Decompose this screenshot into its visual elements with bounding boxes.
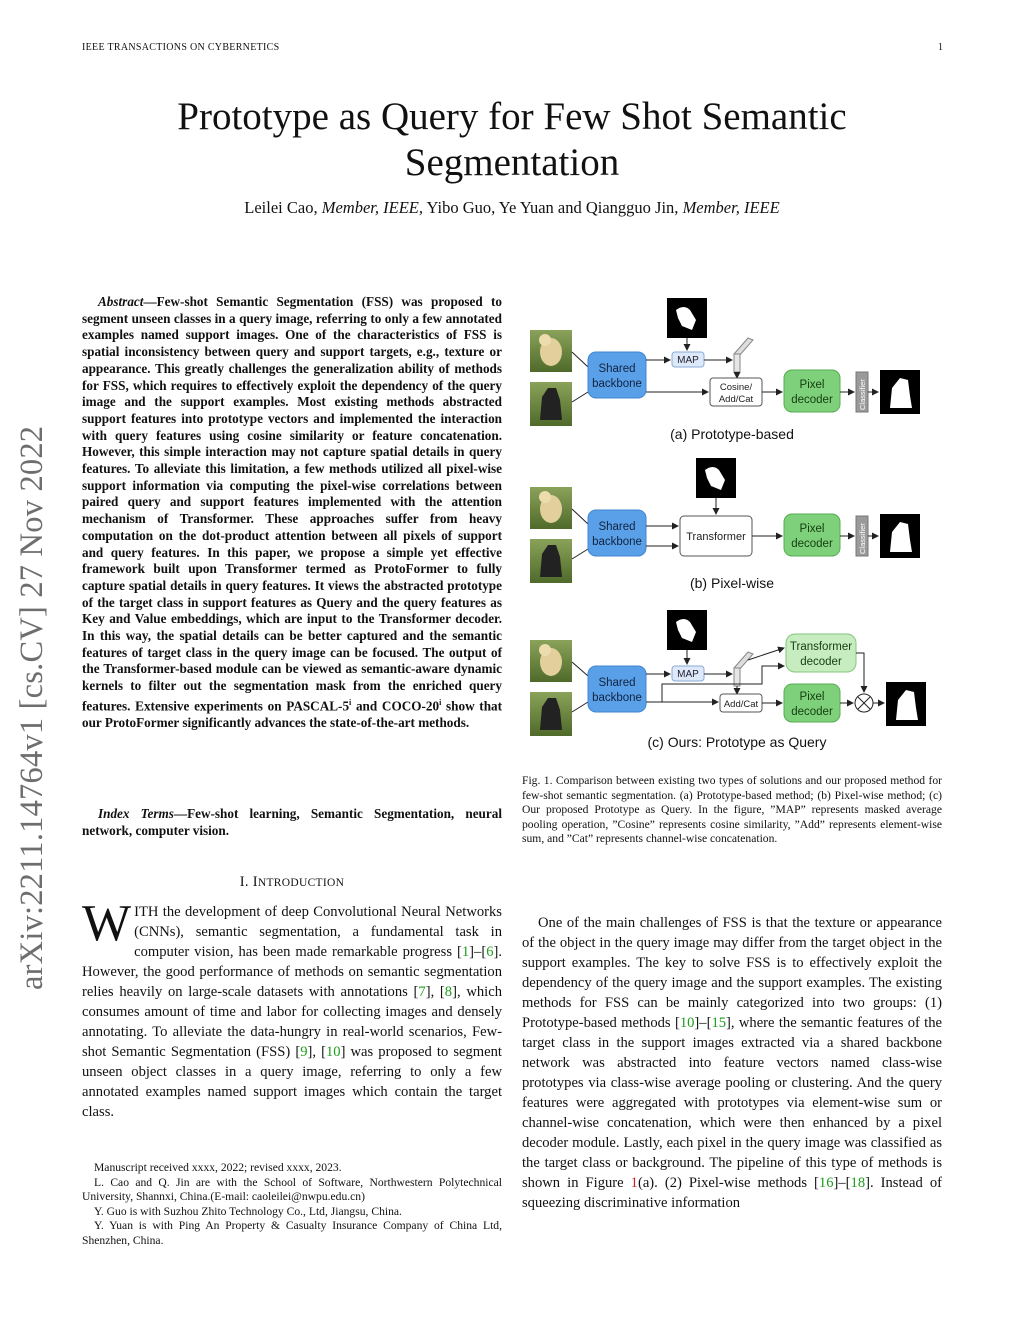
intro-text: ] was proposed to segment unseen object classes in a query image, referring to only a few annotated examples named support images which contain the target class.: [82, 1044, 502, 1120]
map-label: MAP: [677, 669, 699, 680]
footnotes: [82, 1161, 502, 1249]
prototype-vector: [734, 668, 740, 686]
author-list: [0, 198, 1024, 218]
citation-link[interactable]: 6: [486, 944, 494, 960]
citation-link[interactable]: 18: [850, 1175, 866, 1191]
block-label: Shared: [598, 521, 636, 533]
index-terms-label: Index Terms: [98, 806, 174, 821]
classifier-label: Classifier: [858, 523, 867, 554]
citation-sep: ]–[: [694, 1015, 712, 1031]
section-heading: [82, 874, 502, 891]
abstract-mid: and COCO-: [351, 698, 426, 714]
index-terms: [82, 806, 502, 839]
abstract: [82, 294, 502, 732]
running-header: IEEE TRANSACTIONS ON CYBERNETICS: [82, 42, 280, 53]
coco-sup: i: [439, 697, 442, 707]
arxiv-identifier: arXiv:2211.14764v1 [cs.CV] 27 Nov 2022: [14, 425, 50, 990]
section-first-letter: I: [252, 874, 258, 890]
author-2: Yibo Guo, Ye Yuan and Qiangguo Jin,: [426, 198, 679, 217]
subcaption-b: (b) Pixel-wise: [689, 575, 775, 591]
coco-num: 20: [425, 698, 440, 714]
subcaption-a: (a) Prototype-based: [670, 426, 794, 442]
figure-caption: [522, 774, 942, 847]
addcat-label: Add/Cat: [718, 394, 754, 405]
caption-text: Comparison between existing two types of solutions and our proposed method for few-shot semantic segmentation. (a) Prototype-based method; (b) Pixel-wise method; (c) Our proposed Prototype as Query. In the figure, ”MAP” represents masked average pooling operation, ”Cosine” represents cosine similarity, ”Add” represents element-wise sum, and ”Cat” represents channel-wise concatenation.: [522, 774, 942, 846]
panel-c: [530, 610, 926, 750]
block-label: decoder: [791, 538, 833, 550]
shared-backbone-block: [588, 352, 646, 398]
citation-sep: ], [: [307, 1044, 326, 1060]
citation-link[interactable]: 7: [418, 984, 426, 1000]
transformer-label: Transformer: [686, 531, 746, 543]
arrow: [856, 653, 864, 692]
citation-sep: ]–[: [469, 944, 487, 960]
pascal-sup: i: [349, 697, 352, 707]
block-label: backbone: [592, 692, 642, 704]
shared-backbone-block: [588, 510, 646, 556]
citation-link[interactable]: 10: [679, 1015, 695, 1031]
section-numeral: I.: [239, 874, 253, 890]
block-label: backbone: [592, 536, 642, 548]
block-label: Transformer: [789, 641, 853, 653]
member-2: Member, IEEE: [682, 198, 780, 217]
panel-a: [530, 298, 920, 442]
footnote: Y. Guo is with Suzhou Zhito Technology Co., Ltd, Jiangsu, China.: [94, 1204, 402, 1218]
footnote: Y. Yuan is with Ping An Property & Casualty Insurance Company of China Ltd, Shenzhen, China.: [82, 1219, 502, 1247]
citation-sep: ], [: [425, 984, 445, 1000]
body-text: One of the main challenges of FSS is that the texture or appearance of the object in the query image may differ from the target object in the support examples. The key to solve FSS is to effectively exploit the dependency of the query image and the support examples. The existing methods for FSS can be mainly categorized into two groups: (1) Prototype-based methods [: [522, 915, 942, 1031]
body-text: ], where the semantic features of the target class in the support images extracted via a shared backbone network was abstracted into feature vectors named class-wise prototypes via class-wise average pooling or clustering. And the query features were aggregated with prototypes via element-wise sum or channel-wise concatenation, which were then enhanced by a pixel decoder module. Lastly, each pixel in the query image was classified as the target class or background. The pipeline of this type of methods is shown in Figure: [522, 1015, 943, 1191]
citation-link[interactable]: 8: [444, 984, 453, 1000]
section-title-rest: NTRODUCTION: [257, 877, 345, 889]
arrow: [572, 352, 588, 367]
dog-head: [539, 644, 551, 656]
caption-label: Fig. 1.: [522, 774, 553, 787]
block-label: Shared: [598, 677, 636, 689]
arrow: [572, 549, 588, 559]
footnote: L. Cao and Q. Jin are with the School of Software, Northwestern Polytechnical University, Shannxi, China.(E-mail: caoleilei@nwpu.edu.cn): [82, 1175, 502, 1204]
figure-link[interactable]: 1: [630, 1175, 638, 1191]
pascal-num: 5: [342, 698, 350, 714]
dog-head: [539, 334, 551, 346]
citation-link[interactable]: 16: [818, 1175, 834, 1191]
figure-1: [522, 292, 942, 758]
arrow: [572, 392, 588, 402]
shared-backbone-block: [588, 666, 646, 712]
block-label: decoder: [800, 656, 842, 668]
intro-paragraph: [82, 895, 502, 1122]
arrow: [572, 702, 588, 712]
prototype-vector: [734, 354, 740, 372]
drop-cap: W: [82, 895, 132, 952]
citation-link[interactable]: 15: [711, 1015, 727, 1031]
abstract-end: show that our ProtoFormer significantly advances the state-of-the-art methods.: [82, 698, 503, 730]
abstract-text: —Few-shot Semantic Segmentation (FSS) was proposed to segment unseen classes in a query image, referring to only a few annotated examples named support images. One of the characteristics of FSS is spatial inconsistency between query and support targets, e.g., texture or appearance. This greatly challenges the generalization ability of methods for FSS, which requires to effectively exploit the dependency of the query image and the support examples. Most existing methods abstracted support features into prototype vectors and implemented the interaction with query features using cosine similarity or feature concatenation. However, this simple interaction may not capture spatial details in query features. To alleviate this limitation, a few methods utilized all pixel-wise support information via computing the pixel-wise correlations between paired query and support features implemented with the attention mechanism of Transformer. These approaches suffer from heavy computation on the dot-product attention between all pixels of support and query features. In this paper, we propose a simple yet effective framework built upon Transformer termed as ProtoFormer to fully capture spatial details in query features. It views the abstracted prototype of the target class in support features as Query and the query features as Key and Value embeddings, which are input to the Transformer decoder. In this way, the spatial details can be better captured and the semantic features of target class in the query image can be focused. The output of the Transformer-based module can be viewed as semantic-aware dynamic kernels to filter out the segmentation mask from the enriched query features. Extensive experiments on PASCAL-: [82, 294, 502, 714]
block-label: Pixel: [799, 523, 825, 535]
cosine-label: Cosine/: [719, 382, 753, 393]
title-line-1: Prototype as Query for Few Shot Semantic: [177, 95, 847, 138]
intro-text: ], which consumes amount of time and labor for collecting images and densely annotating. To alleviate the data-hungry in real-world scenarios, Few-shot Semantic Segmentation (FSS) [: [82, 984, 502, 1060]
title-line-2: Segmentation: [404, 141, 620, 184]
citation-link[interactable]: 9: [300, 1044, 308, 1060]
subcaption-c: (c) Ours: Prototype as Query: [647, 734, 827, 750]
prototype-vector: [734, 338, 753, 356]
prototype-vector: [734, 652, 753, 670]
map-label: MAP: [677, 355, 699, 366]
block-label: Pixel: [799, 379, 825, 391]
dog-head: [539, 491, 551, 503]
page-number: 1: [938, 42, 944, 53]
arrow: [572, 509, 588, 524]
right-column-body: [522, 913, 942, 1213]
block-label: backbone: [592, 378, 642, 390]
paper-title: [0, 94, 1024, 186]
index-terms-text: —Few-shot learning, Semantic Segmentation, neural network, computer vision.: [82, 806, 503, 838]
block-label: decoder: [791, 394, 833, 406]
block-label: Pixel: [799, 691, 825, 703]
panel-b: [530, 458, 920, 591]
abstract-label: Abstract: [98, 294, 144, 309]
classifier-label: Classifier: [858, 379, 867, 410]
intro-text: ITH the development of deep Convolutional Neural Networks (CNNs), semantic segmentation, a fundamental task in computer vision, has been made remarkable progress [: [134, 904, 502, 960]
arrow: [572, 662, 588, 676]
footnote: Manuscript received xxxx, 2022; revised xxxx, 2023.: [94, 1161, 342, 1174]
intro-text: ]. However, the good performance of methods on semantic segmentation relies heavily on large-scale datasets with annotations [: [82, 944, 502, 1000]
member-1: Member, IEEE,: [321, 198, 423, 217]
block-label: decoder: [791, 706, 833, 718]
citation-link[interactable]: 1: [461, 944, 470, 960]
block-label: Shared: [598, 363, 636, 375]
author-1: Leilei Cao,: [244, 198, 318, 217]
citation-sep: ]–[: [833, 1175, 851, 1191]
addcat-label: Add/Cat: [723, 699, 759, 710]
body-text: (a). (2) Pixel-wise methods [: [637, 1175, 819, 1191]
body-text: ]. Instead of squeezing discriminative information: [522, 1175, 942, 1211]
citation-link[interactable]: 10: [325, 1044, 341, 1060]
